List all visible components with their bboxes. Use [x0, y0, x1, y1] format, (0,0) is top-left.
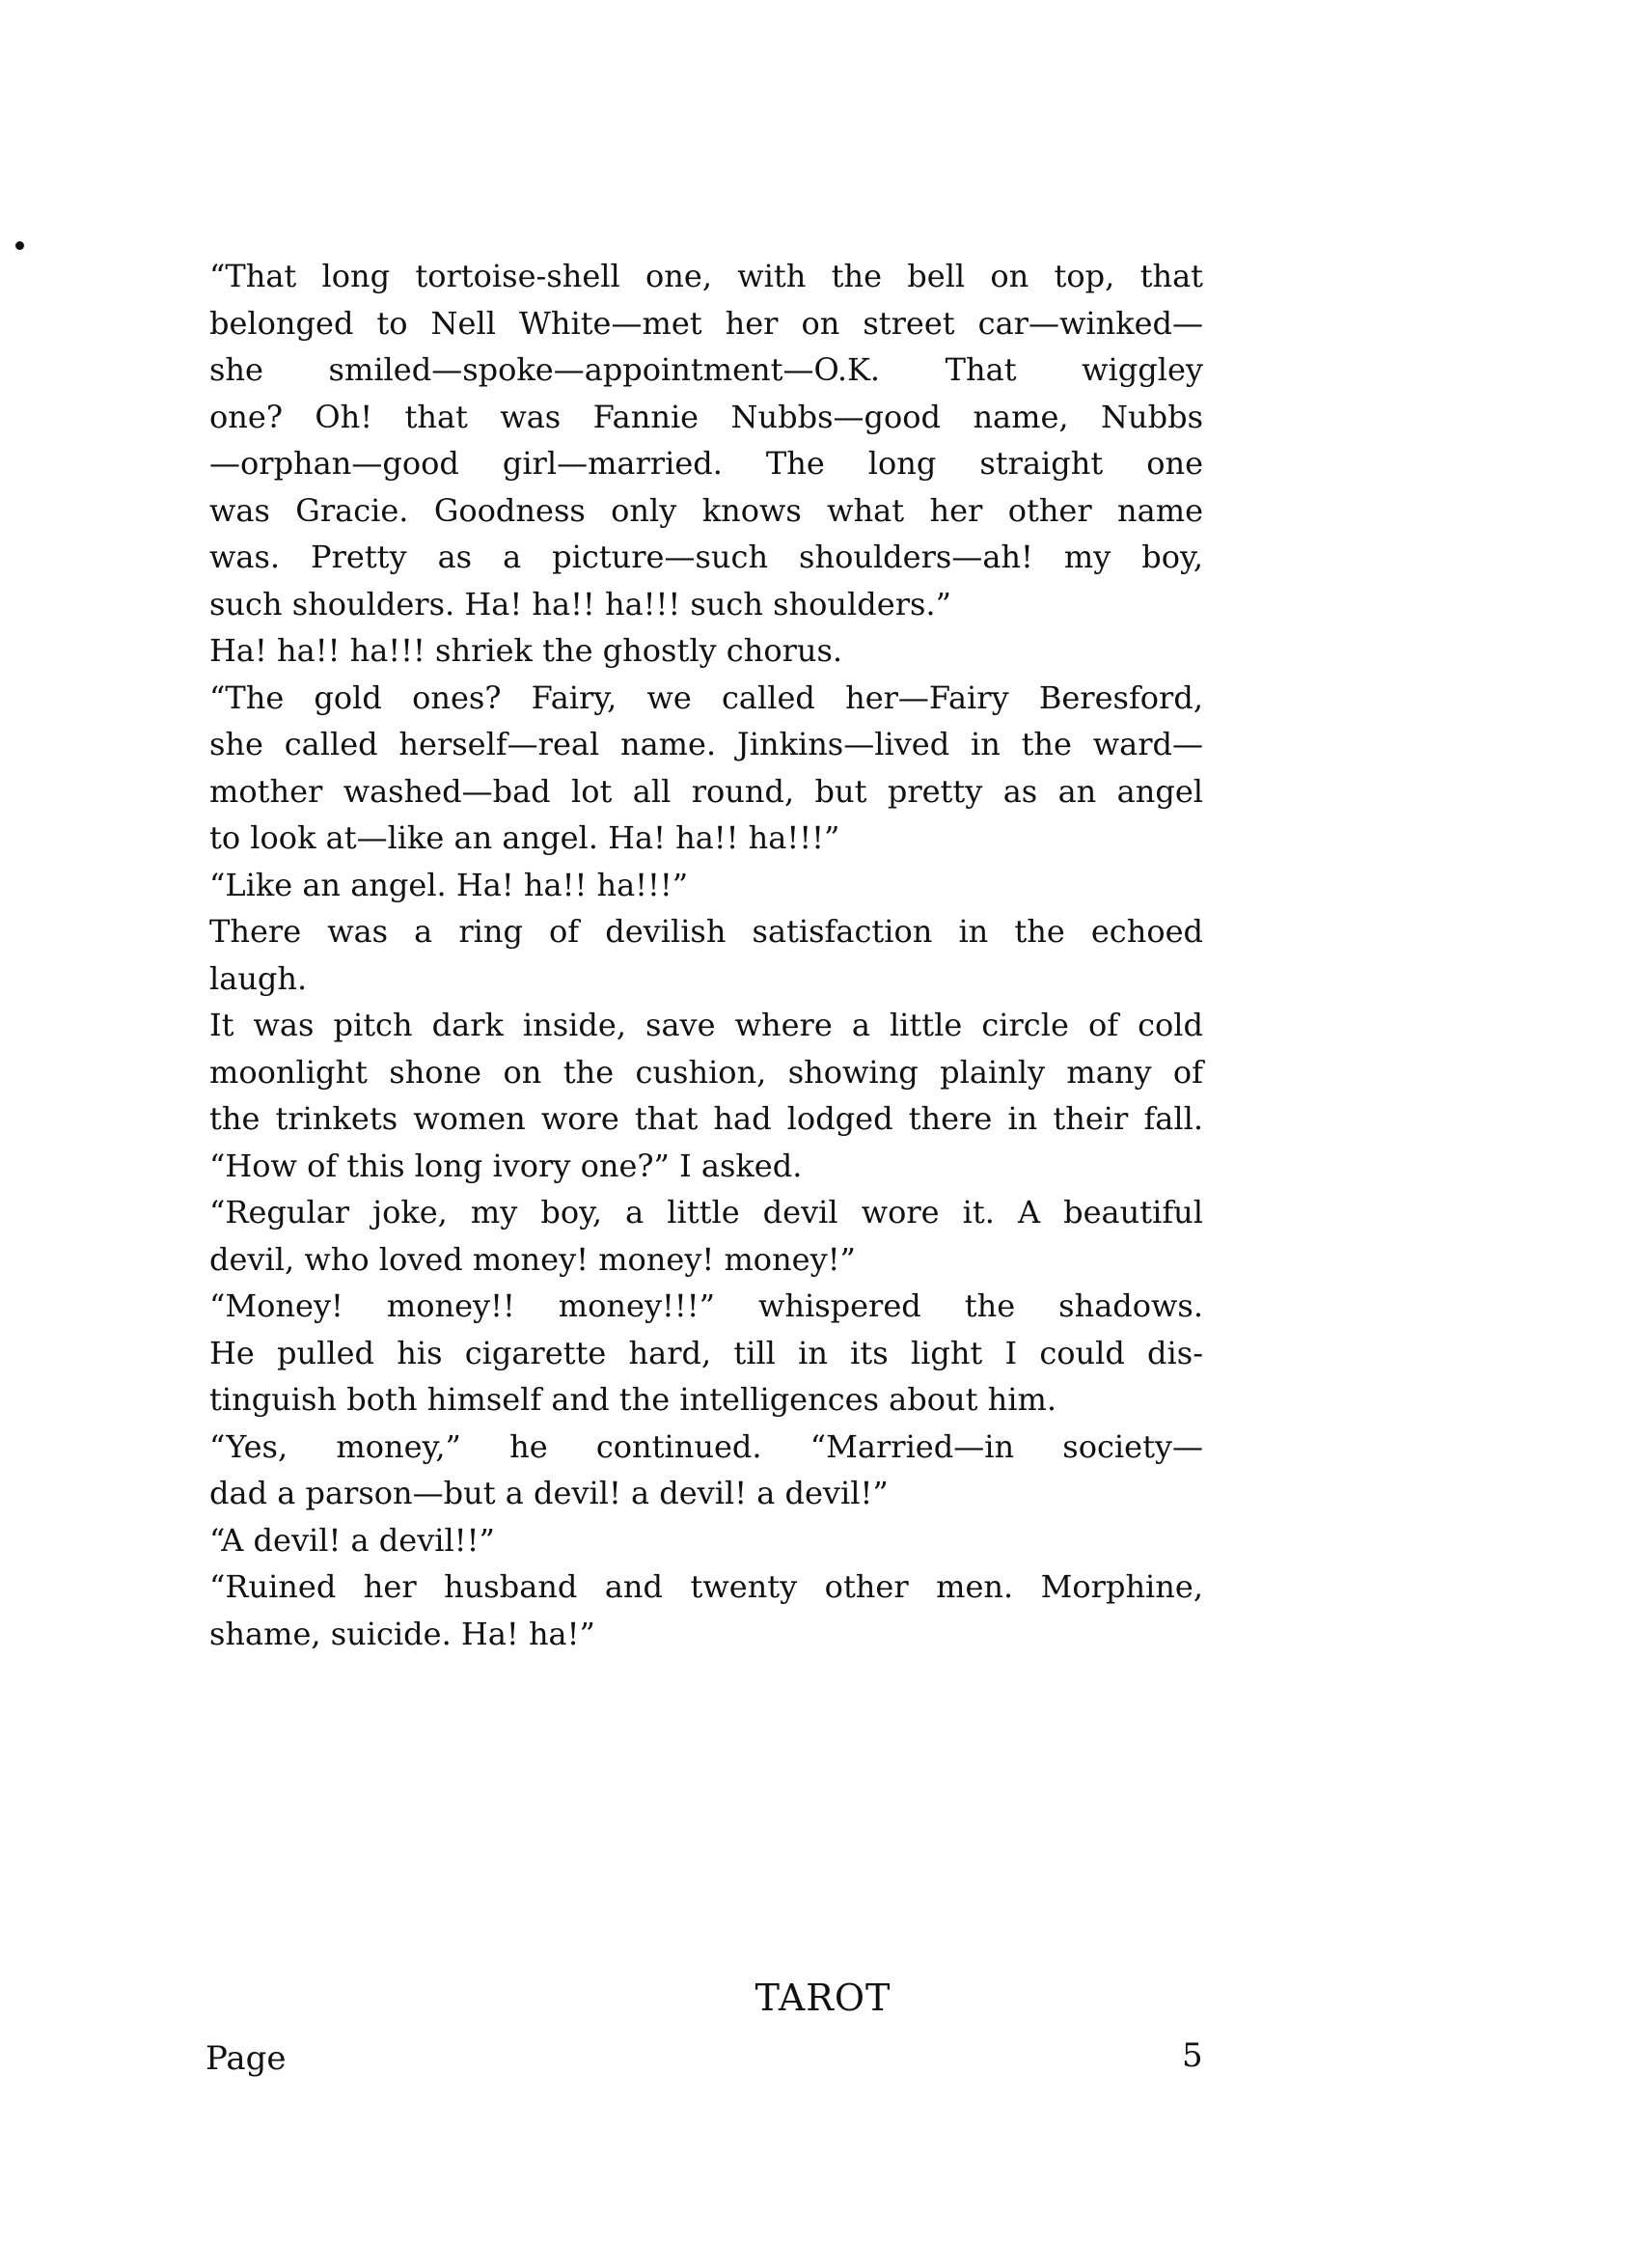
- body-text: [209, 253, 1203, 1657]
- text-line: devil, who loved money! money! money!”: [209, 1240, 856, 1278]
- text-line: “Like an angel. Ha! ha!! ha!!!”: [209, 866, 689, 903]
- text-line: There was a ring of devilish satisfaction in the echoed: [209, 913, 1203, 950]
- text-line: “Money! money!! money!!!” whispered the shadows.: [209, 1287, 1203, 1324]
- page-label: Page: [206, 2039, 287, 2078]
- text-line: “A devil! a devil!!”: [209, 1521, 495, 1559]
- text-line: tinguish both himself and the intelligences about him.: [209, 1381, 1056, 1418]
- text-line: the trinkets women wore that had lodged there in their fall.: [209, 1100, 1203, 1137]
- page-number: 5: [1182, 2036, 1203, 2075]
- text-line: laugh.: [209, 959, 308, 997]
- text-line: “That long tortoise-shell one, with the bell on top, that: [209, 258, 1203, 294]
- stray-ink-dot: [15, 241, 24, 250]
- text-line: shame, suicide. Ha! ha!”: [209, 1615, 595, 1652]
- text-line: It was pitch dark inside, save where a little circle of cold: [209, 1007, 1203, 1043]
- text-line: moonlight shone on the cushion, showing plainly many of: [209, 1053, 1203, 1091]
- text-line: “Yes, money,” he continued. “Married—in society—: [209, 1427, 1203, 1465]
- text-line: belonged to Nell White—met her on street car—winked—: [209, 304, 1203, 342]
- text-line: was Gracie. Goodness only knows what her other name: [209, 491, 1203, 529]
- text-line: Ha! ha!! ha!!! shriek the ghostly chorus.: [209, 632, 843, 669]
- text-line: “The gold ones? Fairy, we called her—Fairy Beresford,: [209, 678, 1203, 716]
- text-line: “Ruined her husband and twenty other men. Morphine,: [209, 1568, 1203, 1605]
- text-line: was. Pretty as a picture—such shoulders—ah! my boy,: [209, 539, 1203, 575]
- text-line: “Regular joke, my boy, a little devil wore it. A beautiful: [209, 1194, 1203, 1231]
- text-line: such shoulders. Ha! ha!! ha!!! such shoulders.”: [209, 585, 951, 622]
- running-title: TAROT: [754, 1977, 892, 2019]
- text-line: one? Oh! that was Fannie Nubbs—good name, Nubbs: [209, 398, 1203, 435]
- text-line: —orphan—good girl—married. The long straight one: [209, 445, 1203, 482]
- text-line: to look at—like an angel. Ha! ha!! ha!!!”: [209, 819, 840, 856]
- text-line: dad a parson—but a devil! a devil! a devil!”: [209, 1475, 889, 1511]
- text-line: mother washed—bad lot all round, but pretty as an angel: [209, 772, 1203, 810]
- text-line: He pulled his cigarette hard, till in its light I could dis-: [209, 1334, 1203, 1371]
- text-line: she smiled—spoke—appointment—O.K. That wiggley: [209, 351, 1203, 388]
- text-line: she called herself—real name. Jinkins—lived in the ward—: [209, 726, 1203, 762]
- text-line: “How of this long ivory one?” I asked.: [209, 1147, 803, 1184]
